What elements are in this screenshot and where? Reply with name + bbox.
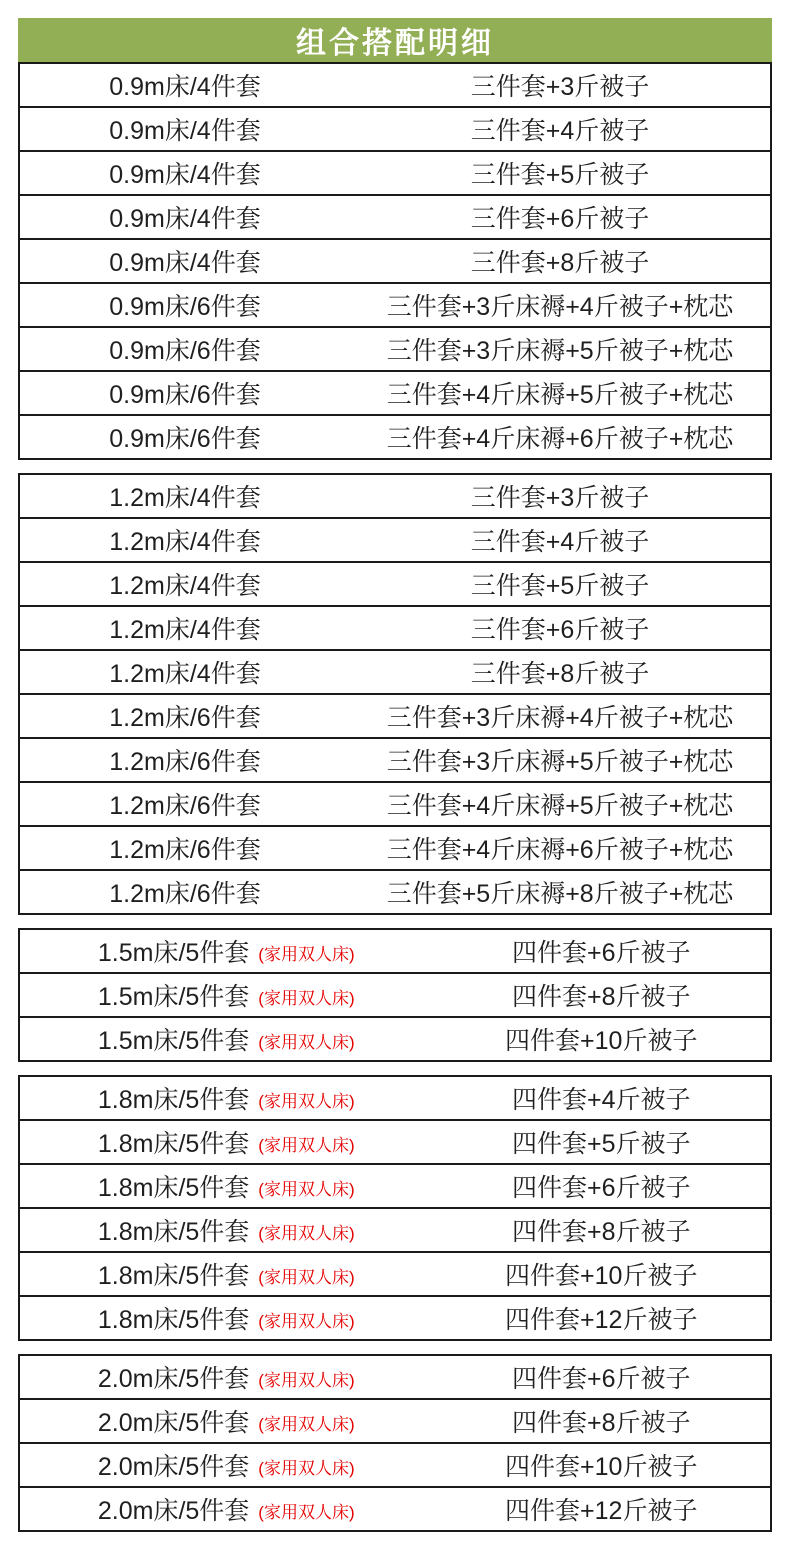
- combo-content-cell: 三件套+5斤床褥+8斤被子+枕芯: [386, 880, 734, 908]
- table-row: [20, 1442, 770, 1486]
- table-row: [20, 414, 770, 458]
- bed-spec-text: 1.2m床/4件套: [109, 484, 261, 512]
- table-row: [20, 1295, 770, 1339]
- table-row: [20, 370, 770, 414]
- table-row: [20, 930, 770, 972]
- bed-spec-cell: [20, 1488, 433, 1530]
- table-row: [20, 1398, 770, 1442]
- bed-spec-text: 2.0m床/5件套: [97, 1453, 250, 1481]
- combo-content-cell: 四件套+4斤被子: [511, 1086, 691, 1114]
- bed-type-note: (家用双人床): [258, 1415, 355, 1434]
- combo-content-cell: 四件套+8斤被子: [511, 983, 691, 1011]
- bed-spec-text: 1.2m床/4件套: [109, 616, 261, 644]
- table-row: [20, 475, 770, 517]
- table-row: [20, 1207, 770, 1251]
- combo-table-section: [18, 928, 772, 1062]
- bed-spec-text: 0.9m床/4件套: [109, 205, 261, 233]
- bed-spec-cell: [20, 739, 350, 781]
- table-row: [20, 282, 770, 326]
- bed-spec-cell: [20, 475, 350, 517]
- table-row: [20, 1356, 770, 1398]
- bed-spec-text: 1.2m床/6件套: [109, 704, 261, 732]
- bed-spec-cell: [20, 974, 433, 1016]
- bed-spec-text: 1.8m床/5件套: [97, 1306, 250, 1334]
- bed-spec-cell: [20, 108, 350, 150]
- bed-spec-cell: [20, 1444, 433, 1486]
- combo-table-section: [18, 62, 772, 460]
- bed-spec-text: 1.8m床/5件套: [97, 1218, 250, 1246]
- combo-content-cell: 四件套+12斤被子: [505, 1306, 698, 1334]
- bed-spec-cell: [20, 563, 350, 605]
- bed-type-note: (家用双人床): [258, 1092, 355, 1111]
- bed-type-note: (家用双人床): [258, 1136, 355, 1155]
- combo-content-cell: 四件套+6斤被子: [511, 1365, 691, 1393]
- combo-content-cell: 三件套+4斤被子: [470, 117, 650, 145]
- bed-type-note: (家用双人床): [258, 989, 355, 1008]
- combo-content-cell: 四件套+6斤被子: [511, 1174, 691, 1202]
- table-row: [20, 1016, 770, 1060]
- table-row: [20, 972, 770, 1016]
- table-row: [20, 1163, 770, 1207]
- combo-content-cell: 三件套+3斤床褥+4斤被子+枕芯: [386, 704, 734, 732]
- combo-content-cell: 三件套+4斤被子: [470, 528, 650, 556]
- table-row: [20, 326, 770, 370]
- combo-content-cell: 三件套+4斤床褥+5斤被子+枕芯: [386, 792, 734, 820]
- combo-content-cell: 三件套+5斤被子: [470, 572, 650, 600]
- bed-spec-cell: [20, 1018, 433, 1060]
- bed-spec-cell: [20, 827, 350, 869]
- bed-spec-cell: [20, 196, 350, 238]
- bed-spec-text: 1.8m床/5件套: [97, 1174, 250, 1202]
- table-row: [20, 561, 770, 605]
- combo-content-cell: 三件套+5斤被子: [470, 161, 650, 189]
- combo-table-section: [18, 1354, 772, 1532]
- combo-content-cell: 三件套+8斤被子: [470, 660, 650, 688]
- bed-spec-cell: [20, 64, 350, 106]
- bed-spec-text: 0.9m床/6件套: [109, 337, 261, 365]
- combo-content-cell: 三件套+6斤被子: [470, 616, 650, 644]
- bed-spec-text: 1.2m床/6件套: [109, 792, 261, 820]
- combo-content-cell: 四件套+6斤被子: [511, 939, 691, 967]
- bed-spec-cell: [20, 1121, 433, 1163]
- bed-type-note: (家用双人床): [258, 1268, 355, 1287]
- table-row: [20, 106, 770, 150]
- table-row: [20, 825, 770, 869]
- combo-content-cell: 三件套+8斤被子: [470, 249, 650, 277]
- combo-content-cell: 三件套+3斤被子: [470, 484, 650, 512]
- combo-content-cell: 三件套+4斤床褥+5斤被子+枕芯: [386, 381, 734, 409]
- bed-type-note: (家用双人床): [258, 945, 355, 964]
- bed-spec-cell: [20, 152, 350, 194]
- bed-spec-cell: [20, 1165, 433, 1207]
- bed-spec-cell: [20, 328, 350, 370]
- table-row: [20, 1251, 770, 1295]
- combo-content-cell: 三件套+6斤被子: [470, 205, 650, 233]
- bed-spec-text: 1.5m床/5件套: [97, 939, 250, 967]
- bed-spec-text: 1.5m床/5件套: [97, 983, 250, 1011]
- combo-table-section: [18, 473, 772, 915]
- bed-spec-text: 1.8m床/5件套: [97, 1086, 250, 1114]
- bed-type-note: (家用双人床): [258, 1033, 355, 1052]
- combo-content-cell: 四件套+8斤被子: [511, 1218, 691, 1246]
- bed-type-note: (家用双人床): [258, 1180, 355, 1199]
- bed-spec-cell: [20, 651, 350, 693]
- bed-spec-cell: [20, 783, 350, 825]
- bed-type-note: (家用双人床): [258, 1224, 355, 1243]
- bed-spec-cell: [20, 372, 350, 414]
- table-row: [20, 517, 770, 561]
- combo-content-cell: 三件套+3斤床褥+5斤被子+枕芯: [386, 748, 734, 776]
- bed-spec-cell: [20, 1077, 433, 1119]
- table-row: [20, 1077, 770, 1119]
- bed-spec-cell: [20, 416, 350, 458]
- table-row: [20, 693, 770, 737]
- bed-spec-text: 2.0m床/5件套: [97, 1409, 250, 1437]
- bed-spec-cell: [20, 1356, 433, 1398]
- table-row: [20, 1486, 770, 1530]
- bed-spec-text: 2.0m床/5件套: [97, 1365, 250, 1393]
- bed-spec-text: 1.2m床/4件套: [109, 660, 261, 688]
- bed-spec-cell: [20, 607, 350, 649]
- bed-spec-cell: [20, 1297, 433, 1339]
- bed-type-note: (家用双人床): [258, 1459, 355, 1478]
- combo-table-section: [18, 1075, 772, 1341]
- combo-content-cell: 四件套+5斤被子: [511, 1130, 691, 1158]
- bed-spec-cell: [20, 240, 350, 282]
- bed-spec-text: 1.8m床/5件套: [97, 1130, 250, 1158]
- bed-spec-text: 1.2m床/6件套: [109, 836, 261, 864]
- bed-spec-text: 1.8m床/5件套: [97, 1262, 250, 1290]
- bed-spec-text: 0.9m床/4件套: [109, 117, 261, 145]
- bed-spec-text: 0.9m床/4件套: [109, 249, 261, 277]
- combo-content-cell: 三件套+4斤床褥+6斤被子+枕芯: [386, 836, 734, 864]
- combo-content-cell: 三件套+3斤床褥+5斤被子+枕芯: [386, 337, 734, 365]
- bed-spec-text: 0.9m床/6件套: [109, 293, 261, 321]
- combo-content-cell: 四件套+10斤被子: [505, 1027, 698, 1055]
- table-row: [20, 605, 770, 649]
- bed-spec-cell: [20, 695, 350, 737]
- bed-spec-cell: [20, 1209, 433, 1251]
- table-row: [20, 781, 770, 825]
- combo-sections: [18, 62, 772, 1532]
- bed-spec-text: 0.9m床/6件套: [109, 381, 261, 409]
- table-row: [20, 64, 770, 106]
- bed-type-note: (家用双人床): [258, 1503, 355, 1522]
- table-row: [20, 238, 770, 282]
- table-row: [20, 150, 770, 194]
- combo-content-cell: 四件套+10斤被子: [505, 1453, 698, 1481]
- table-row: [20, 194, 770, 238]
- bed-spec-cell: [20, 1253, 433, 1295]
- table-row: [20, 737, 770, 781]
- bed-spec-text: 1.2m床/6件套: [109, 748, 261, 776]
- bed-type-note: (家用双人床): [258, 1312, 355, 1331]
- combo-content-cell: 三件套+3斤床褥+4斤被子+枕芯: [386, 293, 734, 321]
- bed-spec-text: 0.9m床/6件套: [109, 425, 261, 453]
- bed-spec-text: 1.2m床/4件套: [109, 572, 261, 600]
- table-row: [20, 649, 770, 693]
- table-row: [20, 869, 770, 913]
- bed-spec-cell: [20, 930, 433, 972]
- combo-content-cell: 三件套+3斤被子: [470, 73, 650, 101]
- bed-spec-cell: [20, 519, 350, 561]
- bed-spec-text: 1.2m床/4件套: [109, 528, 261, 556]
- bed-type-note: (家用双人床): [258, 1371, 355, 1390]
- combo-content-cell: 四件套+8斤被子: [511, 1409, 691, 1437]
- bed-spec-text: 1.2m床/6件套: [109, 880, 261, 908]
- table-title: 组合搭配明细: [18, 18, 772, 62]
- bed-spec-cell: [20, 284, 350, 326]
- table-row: [20, 1119, 770, 1163]
- bed-spec-text: 0.9m床/4件套: [109, 161, 261, 189]
- bed-spec-text: 1.5m床/5件套: [97, 1027, 250, 1055]
- bed-spec-cell: [20, 871, 350, 913]
- combo-content-cell: 四件套+10斤被子: [505, 1262, 698, 1290]
- bed-spec-cell: [20, 1400, 433, 1442]
- bed-spec-text: 2.0m床/5件套: [97, 1497, 250, 1525]
- combo-content-cell: 四件套+12斤被子: [505, 1497, 698, 1525]
- bed-spec-text: 0.9m床/4件套: [109, 73, 261, 101]
- combo-content-cell: 三件套+4斤床褥+6斤被子+枕芯: [386, 425, 734, 453]
